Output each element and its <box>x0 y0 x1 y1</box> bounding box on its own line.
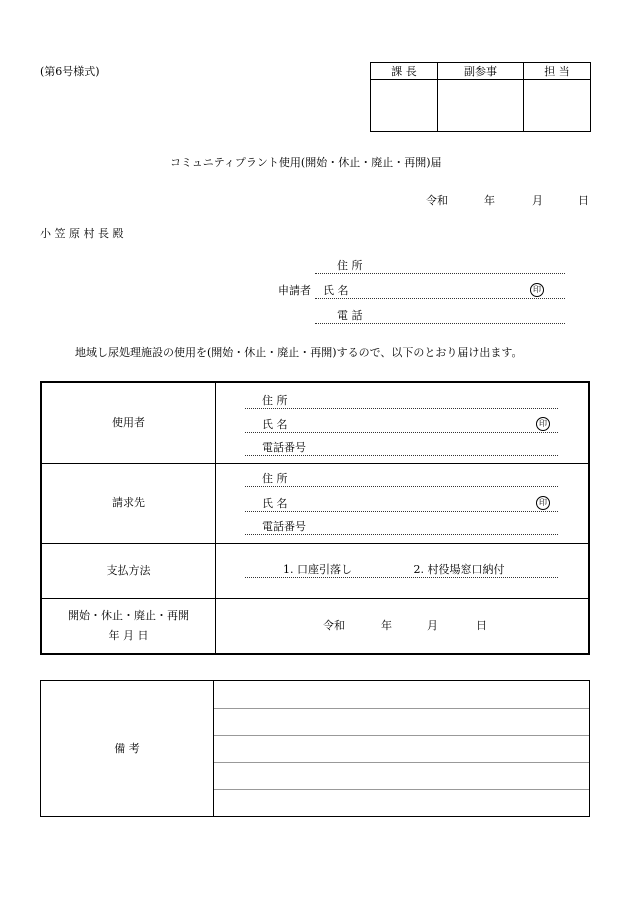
approval-header-deputy: 副参事 <box>438 63 524 80</box>
applicant-label: 申請者 <box>278 284 311 297</box>
payment-method-field[interactable] <box>245 564 558 578</box>
remarks-line-3[interactable] <box>214 735 589 763</box>
date-row <box>42 598 588 653</box>
applicant-name-label: 氏 名 <box>323 284 349 297</box>
applicant-phone-label: 電 話 <box>337 309 363 322</box>
billing-label: 請求先 <box>42 463 216 543</box>
approval-seal-cell-1[interactable] <box>371 80 438 132</box>
applicant-address-label: 住 所 <box>337 259 363 272</box>
user-phone-label: 電話番号 <box>262 441 306 454</box>
date-label-line2: 年 月 日 <box>108 628 149 642</box>
approval-header-section-chief: 課 長 <box>371 63 438 80</box>
remarks-table <box>40 680 590 817</box>
billing-phone-field[interactable] <box>245 521 558 535</box>
billing-row <box>42 463 588 544</box>
user-name-label: 氏 名 <box>262 418 288 431</box>
approval-header-staff: 担 当 <box>523 63 590 80</box>
billing-seal-icon: 印 <box>536 496 550 510</box>
billing-name-field[interactable] <box>245 498 558 512</box>
payment-label: 支払方法 <box>42 543 216 598</box>
approval-seal-cell-3[interactable] <box>523 80 590 132</box>
remarks-line-5[interactable] <box>214 789 589 816</box>
date-year-label[interactable]: 年 <box>381 619 392 632</box>
addressee: 小 笠 原 村 長 殿 <box>40 227 124 240</box>
main-form-table <box>40 381 590 655</box>
billing-name-label: 氏 名 <box>262 497 288 510</box>
applicant-name-field[interactable] <box>315 285 565 299</box>
statement-text: 地域し尿処理施設の使用を(開始・休止・廃止・再開)するので、以下のとおり届け出ます。 <box>75 346 523 359</box>
remarks-line-2[interactable] <box>214 708 589 736</box>
submission-year-label: 年 <box>484 194 495 207</box>
remarks-line-4[interactable] <box>214 762 589 790</box>
user-address-field[interactable] <box>245 395 558 409</box>
user-address-label: 住 所 <box>262 394 288 407</box>
billing-phone-label: 電話番号 <box>262 520 306 533</box>
applicant-phone-field[interactable] <box>315 310 565 324</box>
user-label: 使用者 <box>42 383 216 463</box>
approval-stamp-box <box>370 62 591 132</box>
form-title: コミュニティプラント使用(開始・休止・廃止・再開)届 <box>170 156 442 169</box>
date-day-label[interactable]: 日 <box>476 619 487 632</box>
user-row <box>42 383 588 464</box>
remarks-label: 備 考 <box>41 681 214 816</box>
user-name-field[interactable] <box>245 419 558 433</box>
applicant-seal-icon: 印 <box>530 283 544 297</box>
payment-row <box>42 543 588 599</box>
user-phone-field[interactable] <box>245 442 558 456</box>
billing-address-field[interactable] <box>245 473 558 487</box>
payment-option-bank-transfer[interactable]: 1. 口座引落し <box>283 563 352 576</box>
date-month-label[interactable]: 月 <box>427 619 438 632</box>
user-seal-icon: 印 <box>536 417 550 431</box>
payment-option-office-counter[interactable]: 2. 村役場窓口納付 <box>413 563 505 576</box>
date-label-line1: 開始・休止・廃止・再開 <box>68 608 189 622</box>
submission-era: 令和 <box>426 194 448 207</box>
date-label <box>42 598 216 653</box>
form-number: (第6号様式) <box>40 65 100 78</box>
date-era: 令和 <box>323 619 345 632</box>
remarks-line-1[interactable] <box>214 681 589 709</box>
submission-month-label: 月 <box>532 194 543 207</box>
approval-seal-cell-2[interactable] <box>438 80 524 132</box>
submission-day-label: 日 <box>578 194 589 207</box>
applicant-address-field[interactable] <box>315 260 565 274</box>
billing-address-label: 住 所 <box>262 472 288 485</box>
